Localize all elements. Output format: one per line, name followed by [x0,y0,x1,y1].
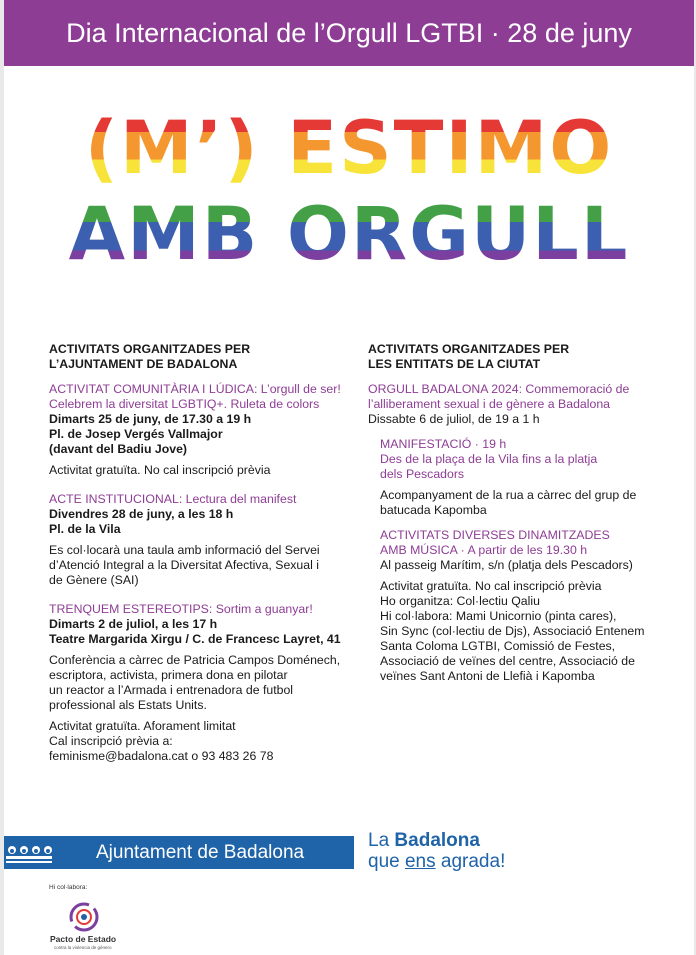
ajuntament-logo-icon [4,836,54,869]
activity-extra: Activitat gratuïta. Aforament limitat Cal inscripció prèvia a: feminisme@badalona.cat o 93 483 26 78 [49,719,349,764]
left-column [49,342,349,773]
right-column [368,342,663,684]
manifestacio-note: Acompanyament de la rua a càrrec del grup de batucada Kapomba [380,488,637,517]
pacto-subtitle: contra la violencia de género [54,945,112,950]
activity-2 [49,492,349,588]
activity-1 [49,382,349,478]
activity-title: TRENQUEM ESTEREOTIPS: Sortim a guanyar! [49,602,313,616]
manifestacio-block [380,437,663,684]
activity-where: Pl. de Josep Vergés Vallmajor (davant del Badiu Jove) [49,427,223,456]
activity-when: Divendres 28 de juny, a les 18 h [49,507,234,521]
activity-note: Es col·locarà una taula amb informació del Servei d’Atenció Integral a la Diversitat Afectiva, Sexual i de Gènere (SAI) [49,543,320,587]
music-title: ACTIVITATS DIVERSES DINAMITZADES AMB MÚSICA · A partir de les 19.30 h [380,528,610,557]
contact-link[interactable]: feminisme@badalona.cat o 93 483 26 78 [49,749,274,763]
top-banner [4,0,694,66]
organizers-info: Activitat gratuïta. No cal inscripció prèvia Ho organitza: Col·lectiu Qaliu Hi col·labora: Mami Unicornio (pinta cares), Sin Sync (col·lectiu de Djs), Associació Entenem Santa Coloma LGTBI, Comissió de Festes, Associació de veïnes del centre, Associació de veïnes Sant Antoni de Llefià i Kapomba [380,579,645,683]
banner-title: Dia Internacional de l’Orgull LGTBI · 28 de juny [66,18,632,48]
collab-label: Hi col·labora: [49,884,88,891]
slogan: La Badalona que ens agrada! [368,830,506,872]
activity-where: Teatre Margarida Xirgu / C. de Francesc Layret, 41 [49,632,341,646]
right-heading: ACTIVITATS ORGANITZADES PER LES ENTITATS DE LA CIUTAT [368,342,570,371]
manifestacio-title: MANIFESTACIÓ · 19 h Des de la plaça de la Vila fins a la platja dels Pescadors [380,437,598,481]
activity-when: Dimarts 25 de juny, de 17.30 a 19 h [49,412,252,426]
left-heading: ACTIVITATS ORGANITZADES PER L’AJUNTAMENT DE BADALONA [49,342,251,371]
headline-line-1: (M’) ESTIMO [4,106,694,192]
orgull-title: ORGULL BADALONA 2024: Commemoració de l’alliberament sexual i de gènere a Badalona [368,382,630,411]
activity-3 [49,602,349,764]
activity-note: Conferència a càrrec de Patricia Campos Doménech, escriptora, activista, primera dona en pilotar un reactor a l’Armada i entrenadora de futbol professional als Estats Units. [49,653,341,712]
pacto-title: Pacto de Estado [50,934,117,944]
activity-title: ACTIVITAT COMUNITÀRIA I LÚDICA: L’orgull de ser! Celebrem la diversitat LGBTIQ+. Ruleta de colors [49,382,341,411]
headline-line-2: AMB ORGULL [4,192,694,278]
activity-where: Pl. de la Vila [49,522,121,536]
activity-when: Dimarts 2 de juliol, a les 17 h [49,617,218,631]
music-note: Al passeig Marítim, s/n (platja dels Pescadors) [380,558,633,572]
activity-note: Activitat gratuïta. No cal inscripció prèvia [49,463,271,477]
ajuntament-bar [4,836,354,869]
ajuntament-name: Ajuntament de Badalona [96,842,305,863]
activity-title: ACTE INSTITUCIONAL: Lectura del manifest [49,492,297,506]
poster [4,0,694,955]
orgull-when: Dissabte 6 de juliol, de 19 a 1 h [368,412,540,426]
